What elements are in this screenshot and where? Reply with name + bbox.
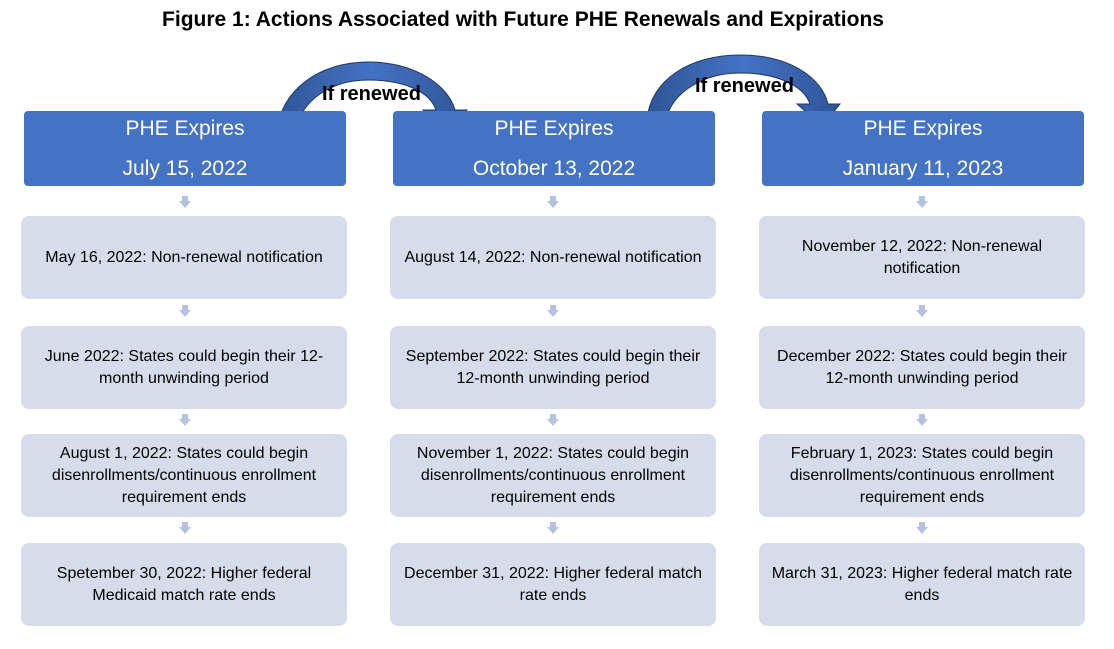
column-1-header-title: PHE Expires: [125, 116, 245, 140]
column-1-step-3: August 1, 2022: States could begin disenrollments/continuous enrollment requirement ends: [21, 434, 347, 517]
column-3-header-title: PHE Expires: [863, 116, 983, 140]
connector-label-2: If renewed: [695, 75, 794, 97]
column-3-step-2: December 2022: States could begin their 12-month unwinding period: [759, 326, 1085, 409]
column-3-header: [762, 111, 1084, 186]
down-arrow-icon: [916, 305, 928, 317]
column-2-step-2: September 2022: States could begin their 12-month unwinding period: [390, 326, 716, 409]
column-3-step-1: November 12, 2022: Non-renewal notification: [759, 216, 1085, 299]
column-2-header: [393, 111, 715, 186]
down-arrow-icon: [179, 522, 191, 534]
column-2-step-1: August 14, 2022: Non-renewal notification: [390, 216, 716, 299]
column-3-step-3: February 1, 2023: States could begin disenrollments/continuous enrollment requirement ends: [759, 434, 1085, 517]
down-arrow-icon: [179, 414, 191, 426]
down-arrow-icon: [179, 305, 191, 317]
down-arrow-icon: [547, 414, 559, 426]
column-1-step-4: Spetember 30, 2022: Higher federal Medicaid match rate ends: [21, 543, 347, 626]
down-arrow-icon: [547, 522, 559, 534]
column-1-header-date: July 15, 2022: [122, 156, 248, 180]
down-arrow-icon: [179, 196, 191, 208]
down-arrow-icon: [916, 522, 928, 534]
down-arrow-icon: [916, 414, 928, 426]
column-3-header-date: January 11, 2023: [842, 156, 1004, 180]
column-2-step-3: November 1, 2022: States could begin disenrollments/continuous enrollment requirement ends: [390, 434, 716, 517]
down-arrow-icon: [547, 305, 559, 317]
column-1-step-2: June 2022: States could begin their 12-month unwinding period: [21, 326, 347, 409]
column-1-step-1: May 16, 2022: Non-renewal notification: [21, 216, 347, 299]
figure-title: Figure 1: Actions Associated with Future PHE Renewals and Expirations: [162, 8, 884, 31]
column-1-header: [24, 111, 346, 186]
down-arrow-icon: [916, 196, 928, 208]
column-2-header-title: PHE Expires: [494, 116, 614, 140]
down-arrow-icon: [547, 196, 559, 208]
column-3-step-4: March 31, 2023: Higher federal match rate ends: [759, 543, 1085, 626]
connector-label-1: If renewed: [322, 83, 421, 105]
column-2-step-4: December 31, 2022: Higher federal match rate ends: [390, 543, 716, 626]
column-2-header-date: October 13, 2022: [472, 156, 636, 180]
